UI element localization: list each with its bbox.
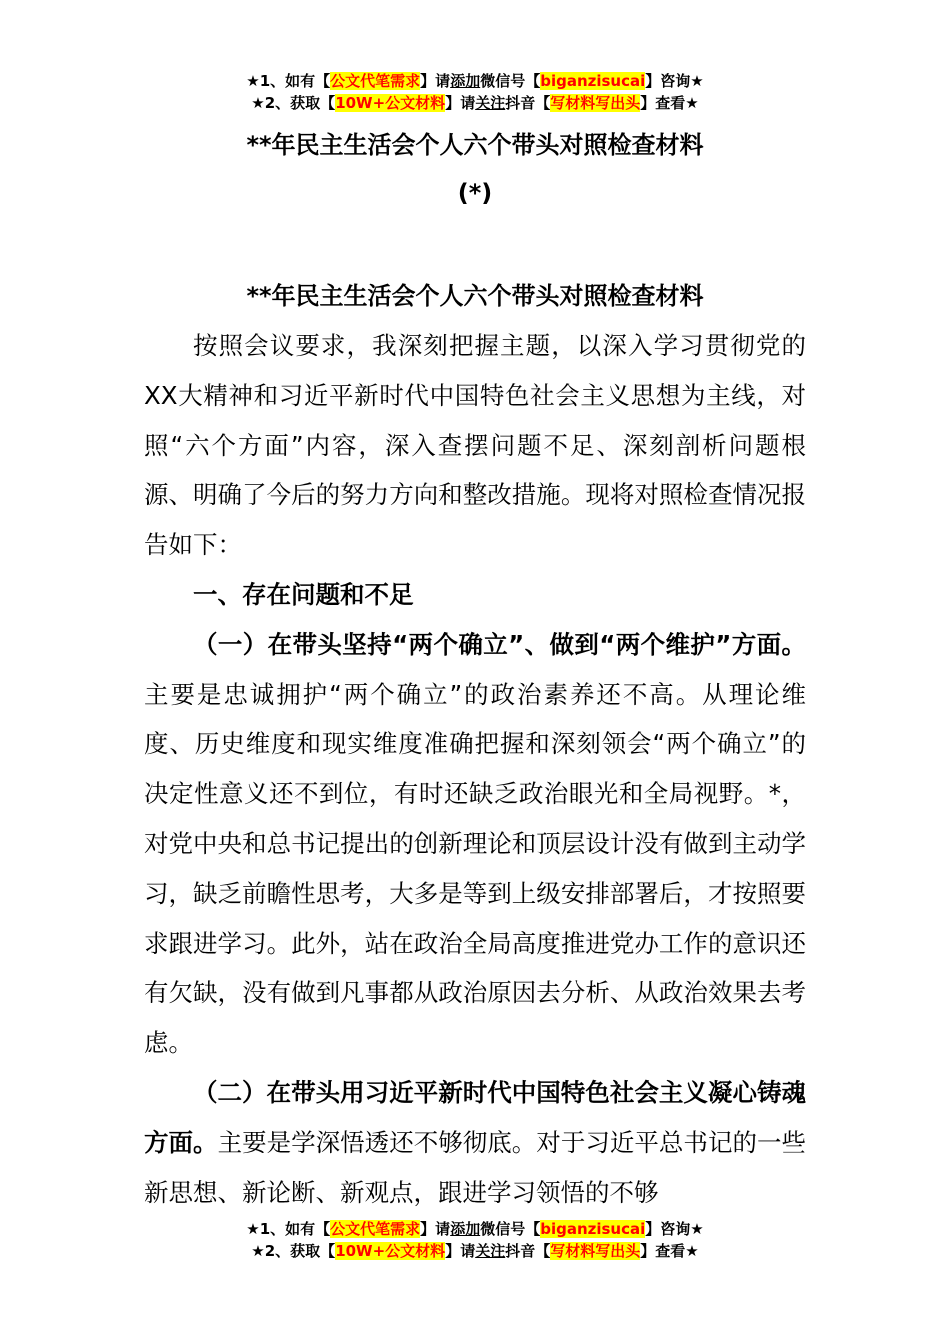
ad-highlight: 写材料写出头 xyxy=(550,1242,641,1260)
ad-text: ★2、获取【 xyxy=(251,1242,336,1260)
ad-line-1 xyxy=(0,1218,950,1240)
item-1-body: 主要是忠诚拥护“两个确立”的政治素养还不高。从理论维度、历史维度和现实维度准确把握和深刻领会“两个确立”的决定性意义还不到位，有时还缺乏政治眼光和全局视野。*，对党中央和总书记提出的创新理论和顶层设计没有做到主动学习，缺乏前瞻性思考，大多是等到上级安排部署后，才按照要求跟进学习。此外，站在政治全局高度推进党办工作的意识还有欠缺，没有做到凡事都从政治原因去分析、从政治效果去考虑。 xyxy=(144,679,806,1058)
ad-line-2 xyxy=(0,92,950,114)
ad-text: ★2、获取【 xyxy=(251,94,336,112)
item-2-title: （二）在带头用习近平新时代中国特色社会主义凝心铸魂方面。 xyxy=(144,1077,806,1157)
ad-line-2 xyxy=(0,1240,950,1262)
document-heading: **年民主生活会个人六个带头对照检查材料 xyxy=(246,282,704,310)
ad-text: 微信号【 xyxy=(480,1220,541,1238)
ad-highlight: biganzisucai xyxy=(540,72,646,90)
ad-text: 】请 xyxy=(420,72,451,90)
ad-highlight: 10W+公文材料 xyxy=(335,94,446,112)
ad-highlight: 10W+公文材料 xyxy=(335,1242,446,1260)
item-1-paragraph xyxy=(144,620,806,1068)
section-heading: 一、存在问题和不足 xyxy=(193,579,414,609)
ad-text: 】查看★ xyxy=(640,94,699,112)
ad-underline: 添加 xyxy=(450,1220,481,1238)
ad-banner-bottom xyxy=(0,1218,950,1262)
ad-text: ★1、如有【 xyxy=(246,72,331,90)
ad-text: ★1、如有【 xyxy=(246,1220,331,1238)
item-2-paragraph xyxy=(144,1068,806,1217)
ad-highlight: 写材料写出头 xyxy=(550,94,641,112)
ad-highlight: biganzisucai xyxy=(540,1220,646,1238)
ad-text: 】查看★ xyxy=(640,1242,699,1260)
ad-line-1 xyxy=(0,70,950,92)
ad-text: 】请 xyxy=(445,1242,476,1260)
ad-text: 】请 xyxy=(445,94,476,112)
ad-highlight: 公文代笔需求 xyxy=(330,1220,421,1238)
cover-subtitle: (*) xyxy=(457,179,493,207)
ad-text: 】咨询★ xyxy=(645,1220,704,1238)
cover-title: **年民主生活会个人六个带头对照检查材料 xyxy=(246,131,704,159)
ad-text: 】咨询★ xyxy=(645,72,704,90)
ad-text: 抖音【 xyxy=(505,94,551,112)
intro-paragraph: 按照会议要求，我深刻把握主题，以深入学习贯彻党的XX大精神和习近平新时代中国特色社会主义思想为主线，对照“六个方面”内容，深入查摆问题不足、深刻剖析问题根源、明确了今后的努力方向和整改措施。现将对照检查情况报告如下： xyxy=(144,331,806,560)
ad-underline: 关注 xyxy=(475,1242,506,1260)
ad-underline: 关注 xyxy=(475,94,506,112)
item-2-body: 主要是学深悟透还不够彻底。对于习近平总书记的一些新思想、新论断、新观点，跟进学习领悟的不够 xyxy=(144,1127,807,1207)
ad-highlight: 公文代笔需求 xyxy=(330,72,421,90)
ad-text: 】请 xyxy=(420,1220,451,1238)
ad-text: 微信号【 xyxy=(480,72,541,90)
ad-underline: 添加 xyxy=(450,72,481,90)
ad-text: 抖音【 xyxy=(505,1242,551,1260)
document-body xyxy=(144,321,806,1217)
item-1-title: （一）在带头坚持“两个确立”、做到“两个维护”方面。 xyxy=(193,629,806,659)
ad-banner-top xyxy=(0,70,950,114)
